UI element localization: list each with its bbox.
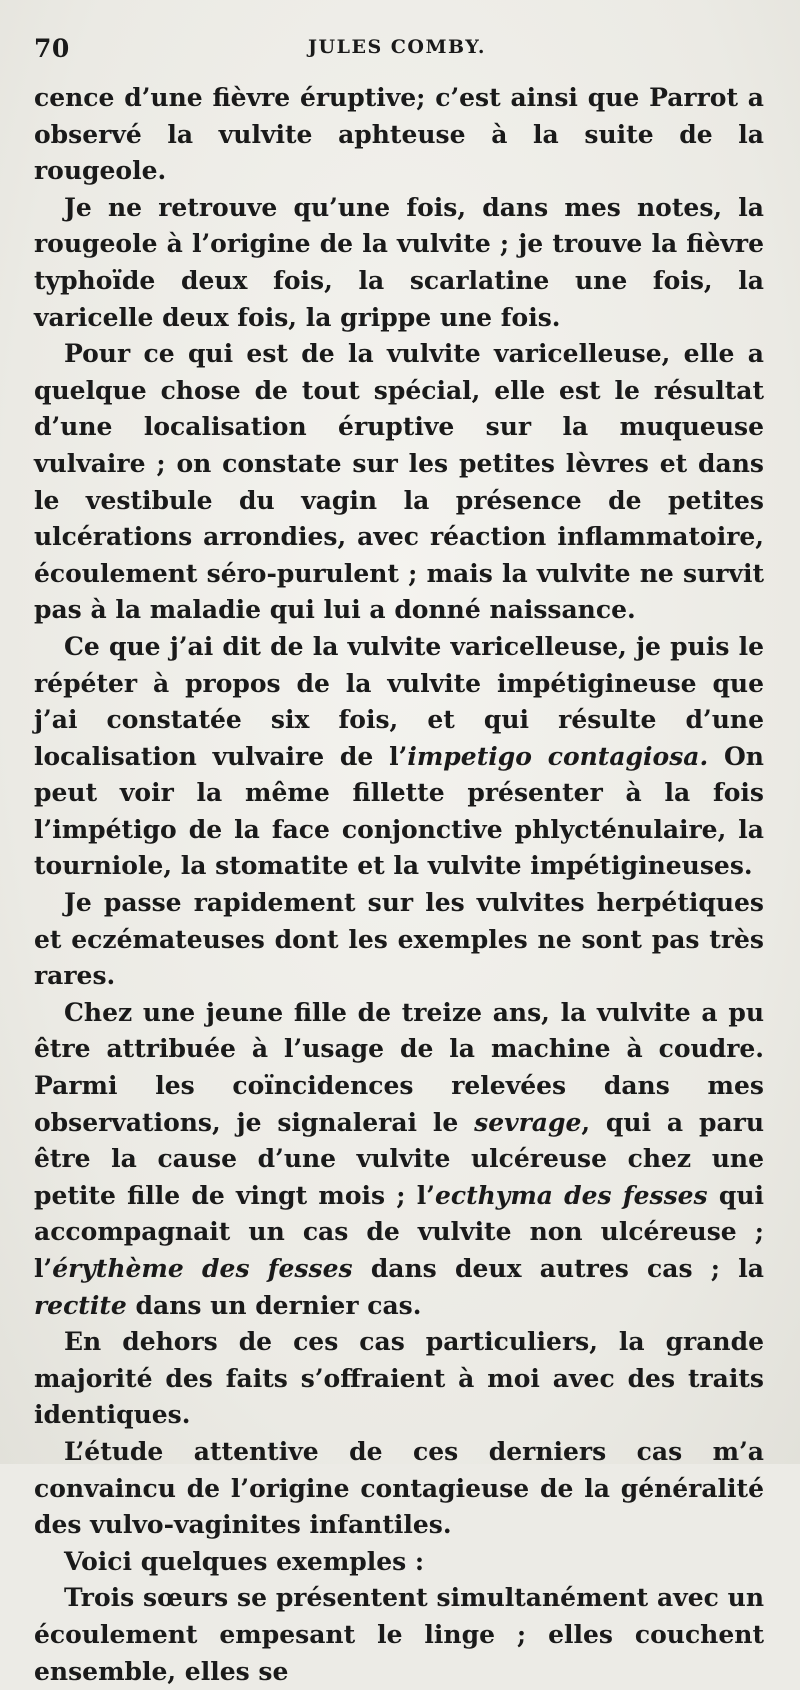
text-run: qui accompagnait un cas de vulvite non ulcéreuse ; l’ xyxy=(34,1180,764,1283)
paragraph xyxy=(34,629,764,885)
italic-text: ecthyma des fesses xyxy=(434,1180,708,1210)
text-run: Trois sœurs se présentent simultanément avec un écoulement empesant le linge ; elles couchent ensemble, elles se xyxy=(34,1583,764,1686)
italic-text: rectite xyxy=(34,1290,127,1320)
paragraph xyxy=(34,1580,764,1690)
italic-text: sevrage xyxy=(474,1107,582,1137)
paragraph xyxy=(34,190,764,336)
text-run: L’étude attentive de ces derniers cas m’a convaincu de l’origine contagieuse de la généralité des vulvo-vaginites infantiles. xyxy=(34,1436,764,1540)
running-head: JULES COMBY. xyxy=(308,36,486,58)
text-run: Chez une jeune fille de treize ans, la vulvite a pu être attribuée à l’usage de la machine à coudre. Parmi les coïncidences relevées dans mes observations, je signalerai le xyxy=(34,997,764,1137)
text-run: Je ne retrouve qu’une fois, dans mes notes, la rougeole à l’origine de la vulvite ; je trouve la fièvre typhoïde deux fois, la scarlatine une fois, la varicelle deux fois, la grippe une fois. xyxy=(34,192,764,332)
paragraph xyxy=(34,995,764,1324)
paragraph xyxy=(34,1324,764,1434)
page-header xyxy=(34,34,760,74)
paragraph xyxy=(34,1434,764,1544)
text-run: dans un dernier cas. xyxy=(126,1290,422,1320)
page-number: 70 xyxy=(34,34,70,63)
italic-text: érythème des fesses xyxy=(52,1254,353,1283)
text-run: On peut voir la même fillette présenter à la fois l’impétigo de la face conjonctive phlycténulaire, la tourniole, la stomatite et la vulvite impétigineuses. xyxy=(34,741,764,881)
text-run: cence d’une fièvre éruptive; c’est ainsi que Parrot a observé la vulvite aphteuse à la suite de la rougeole. xyxy=(34,83,764,186)
paragraph xyxy=(34,336,764,629)
text-run: En dehors de ces cas particuliers, la grande majorité des faits s’offraient à moi avec des traits identiques. xyxy=(34,1327,764,1430)
text-run: Pour ce qui est de la vulvite varicelleuse, elle a quelque chose de tout spécial, elle est le résultat d’une localisation éruptive sur la muqueuse vulvaire ; on constate sur les petites lèvres et dans le vestibule du vagin la présence de petites ulcérations arrondies, avec réaction inflammatoire, écoulement séro-purulent ; mais la vulvite ne survit pas à la maladie qui lui a donné naissance. xyxy=(34,339,764,625)
text-run: Ce que j’ai dit de la vulvite varicelleuse, je puis le répéter à propos de la vulvite impétigineuse que j’ai constatée six fois, et qui résulte d’une localisation vulvaire de l’ xyxy=(34,631,764,771)
text-run: dans deux autres cas ; la xyxy=(352,1254,764,1283)
text-run: , qui a paru être la cause d’une vulvite ulcéreuse chez une petite fille de vingt mois ; l’ xyxy=(34,1107,764,1210)
paragraph xyxy=(34,1544,764,1581)
text-run: Voici quelques exemples : xyxy=(64,1546,425,1576)
text-run: Je passe rapidement sur les vulvites herpétiques et eczémateuses dont les exemples ne sont pas très rares. xyxy=(34,888,764,991)
paragraph xyxy=(34,80,764,190)
body-text xyxy=(34,80,764,1690)
italic-text: impetigo contagiosa. xyxy=(407,741,709,771)
paragraph xyxy=(34,885,764,995)
